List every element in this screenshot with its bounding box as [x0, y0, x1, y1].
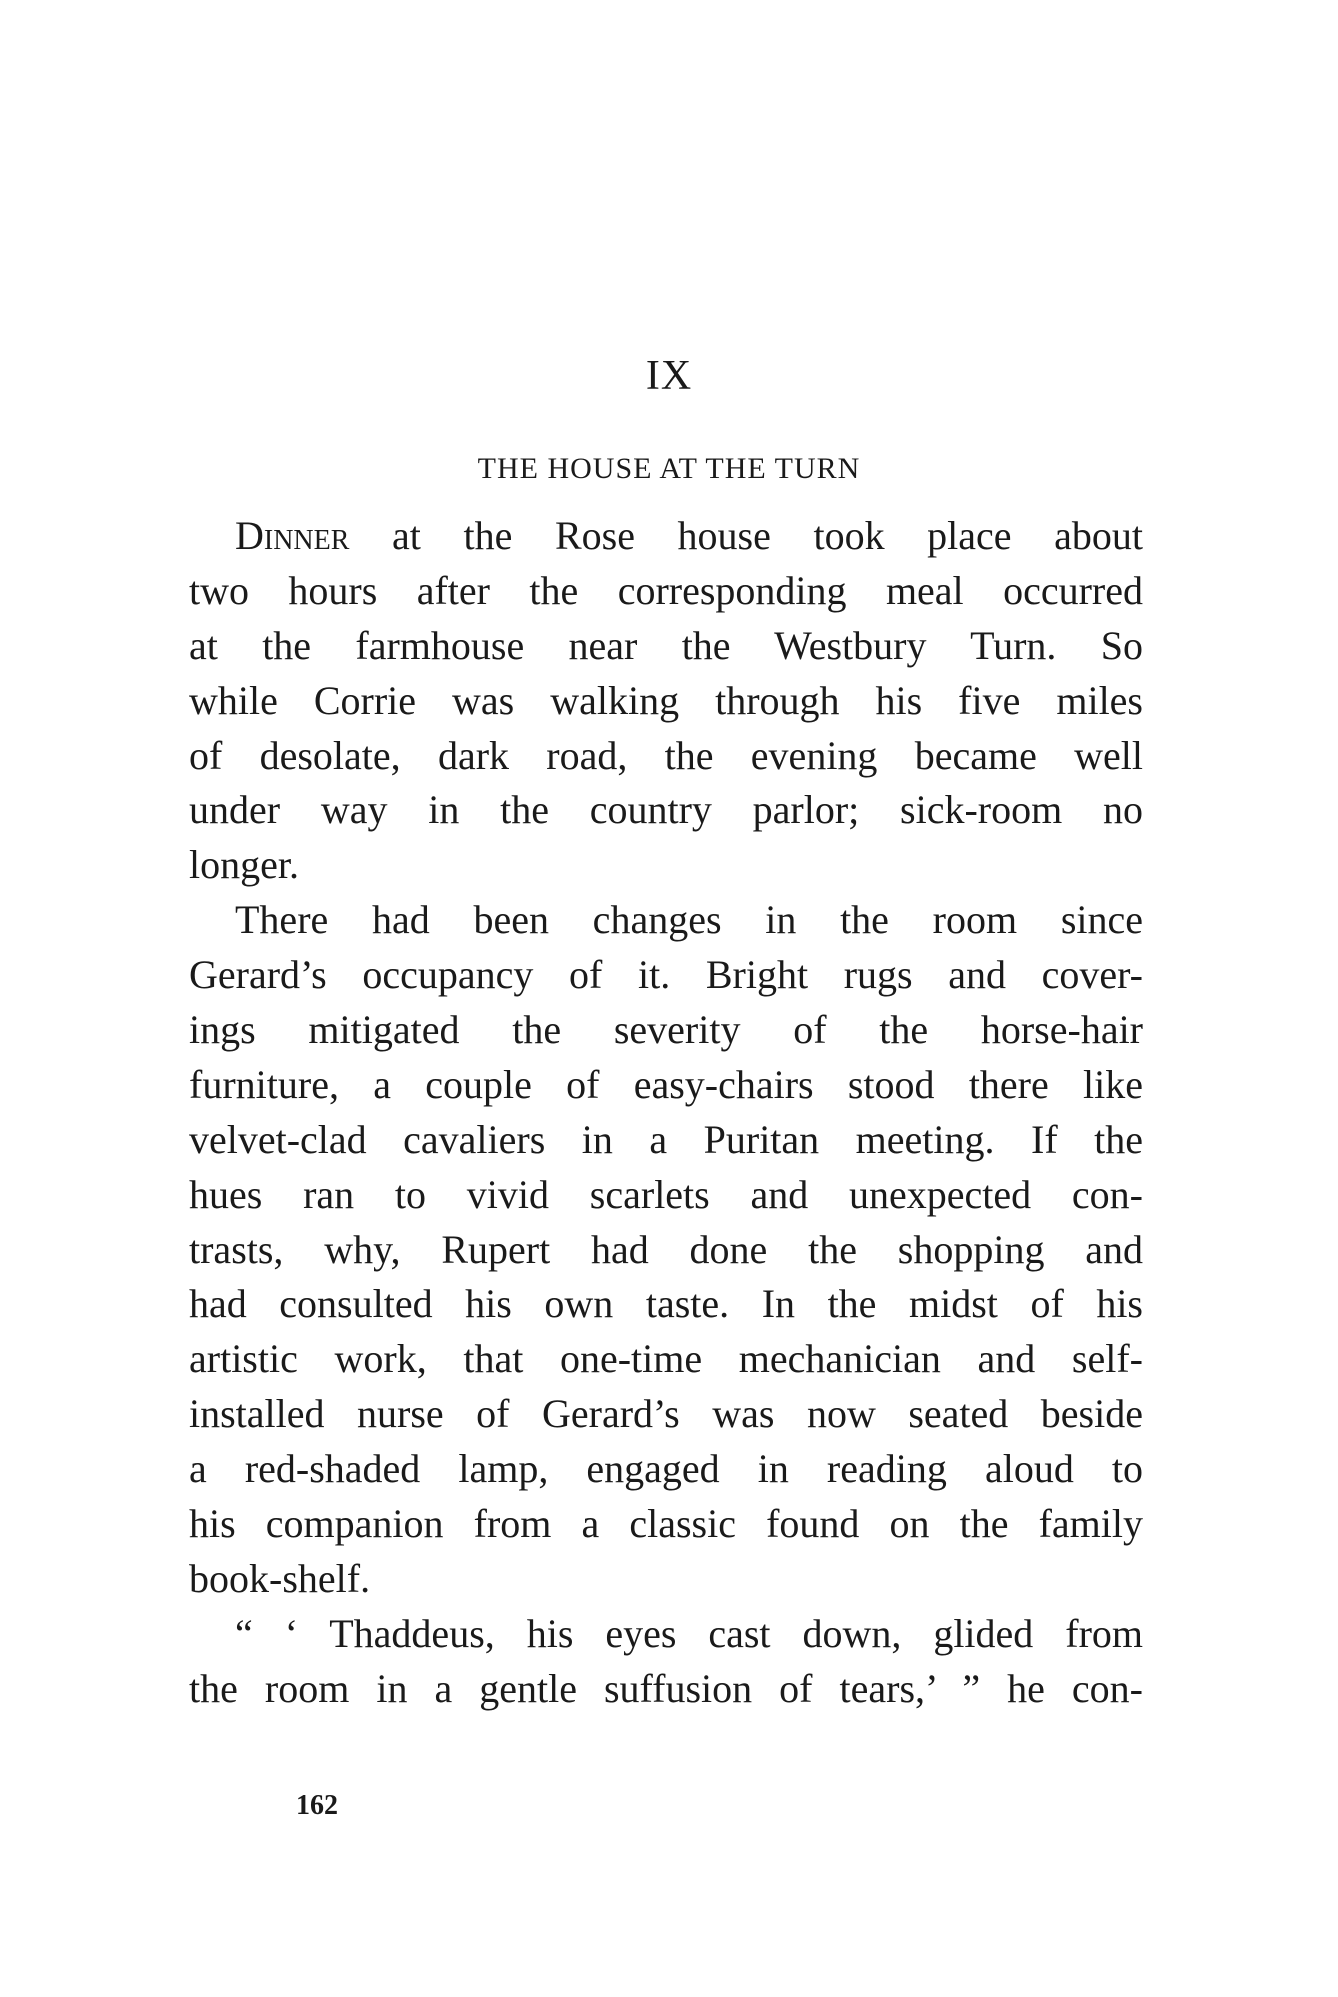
text-line: artistic work, that one-time mechanician and self-	[189, 1336, 1143, 1382]
lead-word: Dinner	[235, 513, 350, 558]
text-line: his companion from a classic found on the family	[189, 1501, 1143, 1547]
text-line: under way in the country parlor; sick-room no	[189, 787, 1143, 833]
text-line: “ ‘ Thaddeus, his eyes cast down, glided from	[235, 1610, 1143, 1656]
text-line: installed nurse of Gerard’s was now seated beside	[189, 1391, 1143, 1437]
text-line: at the farmhouse near the Westbury Turn. So	[189, 622, 1143, 668]
text-line: book-shelf.	[189, 1555, 371, 1601]
text-line: ings mitigated the severity of the horse-hair	[189, 1007, 1143, 1053]
text-line: had consulted his own taste. In the midst of his	[189, 1281, 1143, 1327]
text-line: a red-shaded lamp, engaged in reading aloud to	[189, 1446, 1143, 1492]
text-line: longer.	[189, 842, 299, 888]
text-line: the room in a gentle suffusion of tears,’ ” he con-	[189, 1665, 1143, 1711]
text-line: furniture, a couple of easy-chairs stood there like	[189, 1061, 1143, 1107]
text-line	[189, 509, 1143, 564]
text-line: while Corrie was walking through his five miles	[189, 677, 1143, 723]
text-line: of desolate, dark road, the evening became well	[189, 732, 1143, 778]
page-number: 162	[296, 1790, 338, 1821]
text-line-content: at the Rose house took place about	[349, 513, 1143, 558]
text-line: velvet-clad cavaliers in a Puritan meeting. If the	[189, 1116, 1143, 1162]
text-line: trasts, why, Rupert had done the shopping and	[189, 1226, 1143, 1272]
text-line: There had been changes in the room since	[235, 897, 1143, 943]
text-line: Gerard’s occupancy of it. Bright rugs and cover-	[189, 952, 1143, 998]
text-line: two hours after the corresponding meal occurred	[189, 567, 1143, 613]
text-line: hues ran to vivid scarlets and unexpected con-	[189, 1171, 1143, 1217]
body-text	[189, 509, 1143, 1717]
chapter-number: IX	[645, 353, 693, 399]
chapter-title: THE HOUSE AT THE TURN	[477, 452, 861, 485]
